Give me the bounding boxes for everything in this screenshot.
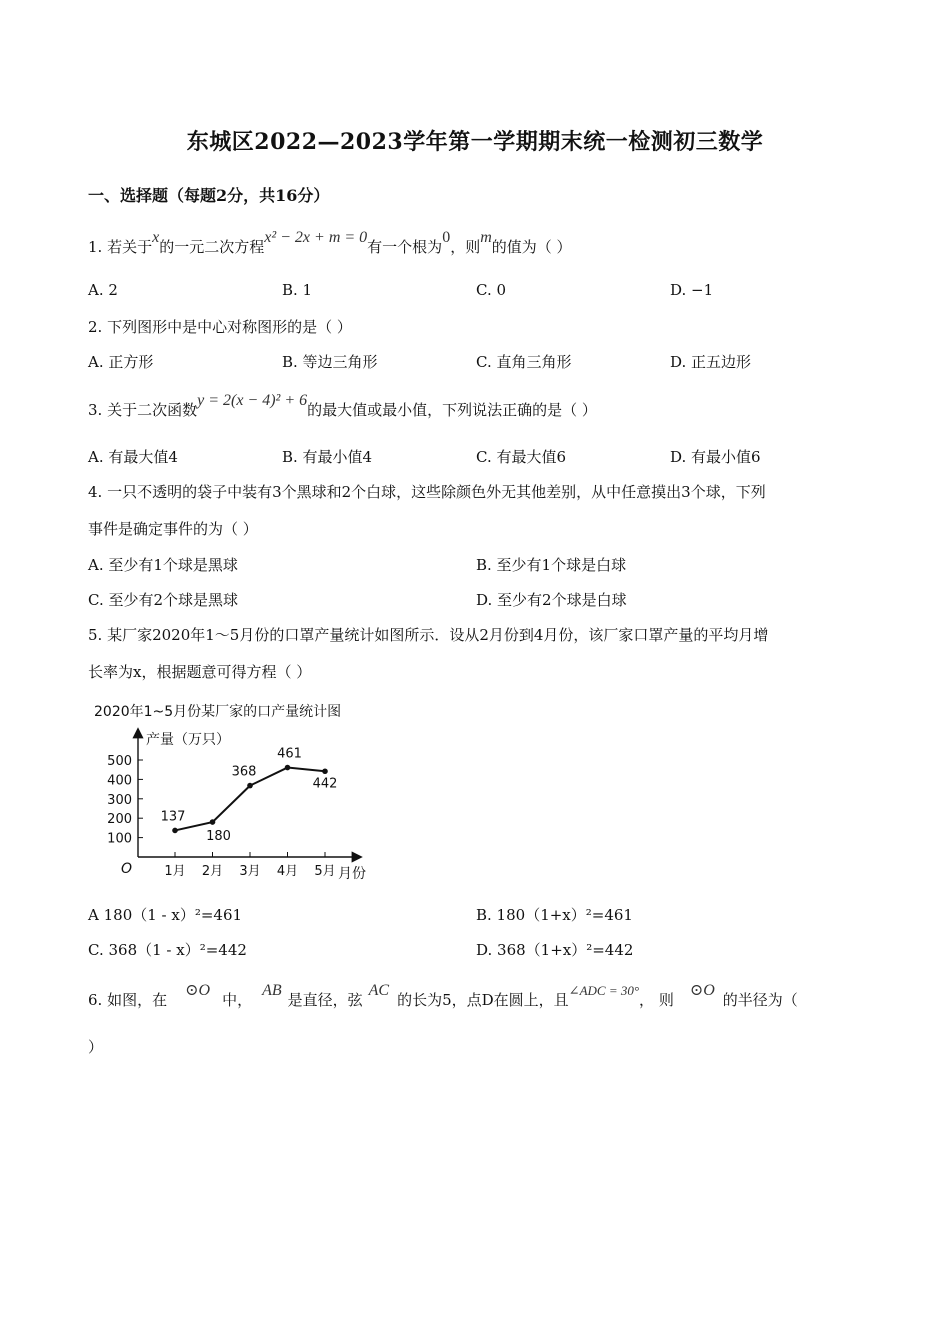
q1-mid: 的一元二次方程 bbox=[159, 238, 265, 256]
data-point bbox=[210, 819, 216, 825]
q5-option-d: D. 368（1+x）²=442 bbox=[476, 941, 634, 959]
data-point bbox=[172, 828, 178, 834]
question-6-line2: ） bbox=[88, 1038, 104, 1056]
q2-option-c: C. 直角三角形 bbox=[476, 353, 572, 371]
question-4-line1: 4. 一只不透明的袋子中装有3个黑球和2个白球，这些除颜色外无其他差别，从中任意摸出3个球，下列 bbox=[88, 483, 766, 501]
q1-mid3: ，则 bbox=[450, 238, 481, 256]
q4-option-d: D. 至少有2个球是白球 bbox=[476, 591, 627, 609]
y-tick-label: 100 bbox=[107, 831, 132, 847]
q3-equation: y = 2(x − 4)² + 6 bbox=[197, 392, 308, 409]
data-label: 137 bbox=[160, 809, 186, 825]
question-6 bbox=[88, 982, 798, 1010]
q6-ab: AB bbox=[262, 982, 282, 999]
q3-option-d: D. 有最小值6 bbox=[670, 448, 761, 466]
q6-prefix: 6. 如图，在 bbox=[88, 991, 168, 1009]
q1-option-b: B. 1 bbox=[282, 281, 313, 299]
y-tick-label: 300 bbox=[107, 792, 132, 808]
q1-var: x bbox=[152, 229, 160, 246]
q6-angle: ∠ADC = 30° bbox=[568, 983, 640, 998]
q1-zero: 0 bbox=[442, 229, 451, 246]
q1-option-a: A. 2 bbox=[88, 281, 118, 299]
question-5-line2: 长率为x，根据题意可得方程（ ） bbox=[88, 663, 312, 681]
x-tick-label: 5月 bbox=[314, 864, 336, 879]
q2-option-d: D. 正五边形 bbox=[670, 353, 752, 371]
data-point bbox=[285, 765, 291, 771]
question-1 bbox=[88, 229, 572, 257]
y-tick-label: 200 bbox=[107, 812, 132, 828]
question-4-line2: 事件是确定事件的为（ ） bbox=[88, 520, 258, 538]
chart-y-label: 产量（万只） bbox=[146, 732, 230, 748]
y-tick-label: 500 bbox=[107, 754, 132, 769]
q1-equation: x² − 2x + m = 0 bbox=[264, 229, 368, 246]
q5-option-b: B. 180（1+x）²=461 bbox=[476, 906, 633, 924]
q1-mid2: 有一个根为 bbox=[367, 238, 443, 256]
q6-ac: AC bbox=[368, 982, 390, 999]
question-3 bbox=[88, 392, 597, 420]
question-5-line1: 5. 某厂家2020年1～5月份的口罩产量统计如图所示．设从2月份到4月份，该厂家口罩产量的平均月增 bbox=[88, 626, 769, 644]
q1-prefix: 1. 若关于 bbox=[88, 238, 153, 256]
data-point bbox=[247, 783, 253, 789]
q4-option-c: C. 至少有2个球是黑球 bbox=[88, 591, 239, 609]
data-label: 461 bbox=[277, 746, 302, 762]
data-label: 368 bbox=[231, 764, 257, 780]
q2-option-a: A. 正方形 bbox=[88, 353, 154, 371]
production-chart bbox=[88, 694, 388, 890]
data-label: 180 bbox=[206, 829, 231, 845]
x-tick-label: 4月 bbox=[276, 864, 299, 879]
q2-option-b: B. 等边三角形 bbox=[282, 353, 378, 371]
q1-option-d: D. −1 bbox=[670, 281, 714, 299]
q3-option-a: A. 有最大值4 bbox=[88, 448, 178, 466]
q1-option-c: C. 0 bbox=[476, 281, 507, 299]
q3-suffix: 的最大值或最小值，下列说法正确的是（ ） bbox=[307, 401, 597, 419]
chart-origin-label: O bbox=[121, 861, 133, 877]
page-title: 东城区2022—2023学年第一学期期末统一检测初三数学 bbox=[186, 129, 764, 155]
q6-mid3: 的长为5，点D在圆上，且 bbox=[397, 991, 569, 1009]
q1-m: m bbox=[480, 229, 492, 246]
q3-prefix: 3. 关于二次函数 bbox=[88, 401, 198, 419]
q6-mid2: 是直径，弦 bbox=[287, 991, 363, 1009]
q6-circle-2: ⊙O bbox=[689, 982, 715, 999]
x-tick-label: 1月 bbox=[164, 864, 186, 879]
section-heading: 一、选择题（每题2分，共16分） bbox=[88, 186, 330, 205]
data-label: 442 bbox=[312, 776, 338, 792]
q6-suffix: 的半径为（ bbox=[722, 991, 798, 1009]
chart-x-label: 月份 bbox=[338, 866, 366, 882]
data-point bbox=[322, 768, 328, 774]
q4-option-a: A. 至少有1个球是黑球 bbox=[88, 556, 238, 574]
q6-circle: ⊙O bbox=[185, 982, 211, 999]
y-tick-label: 400 bbox=[107, 773, 132, 789]
x-tick-label: 3月 bbox=[239, 864, 261, 879]
q1-suffix: 的值为（ ） bbox=[491, 238, 572, 256]
question-2: 2. 下列图形中是中心对称图形的是（ ） bbox=[88, 318, 352, 336]
x-tick-label: 2月 bbox=[201, 864, 224, 879]
q5-option-a: A 180（1 - x）²=461 bbox=[88, 906, 243, 924]
q6-mid4: ， 则 bbox=[639, 991, 674, 1009]
q3-option-c: C. 有最大值6 bbox=[476, 448, 567, 466]
q6-mid1: 中， bbox=[222, 991, 253, 1009]
chart-title: 2020年1~5月份某厂家的口产量统计图 bbox=[94, 704, 342, 720]
q5-option-c: C. 368（1 - x）²=442 bbox=[88, 941, 247, 959]
q4-option-b: B. 至少有1个球是白球 bbox=[476, 556, 627, 574]
q3-option-b: B. 有最小值4 bbox=[282, 448, 373, 466]
